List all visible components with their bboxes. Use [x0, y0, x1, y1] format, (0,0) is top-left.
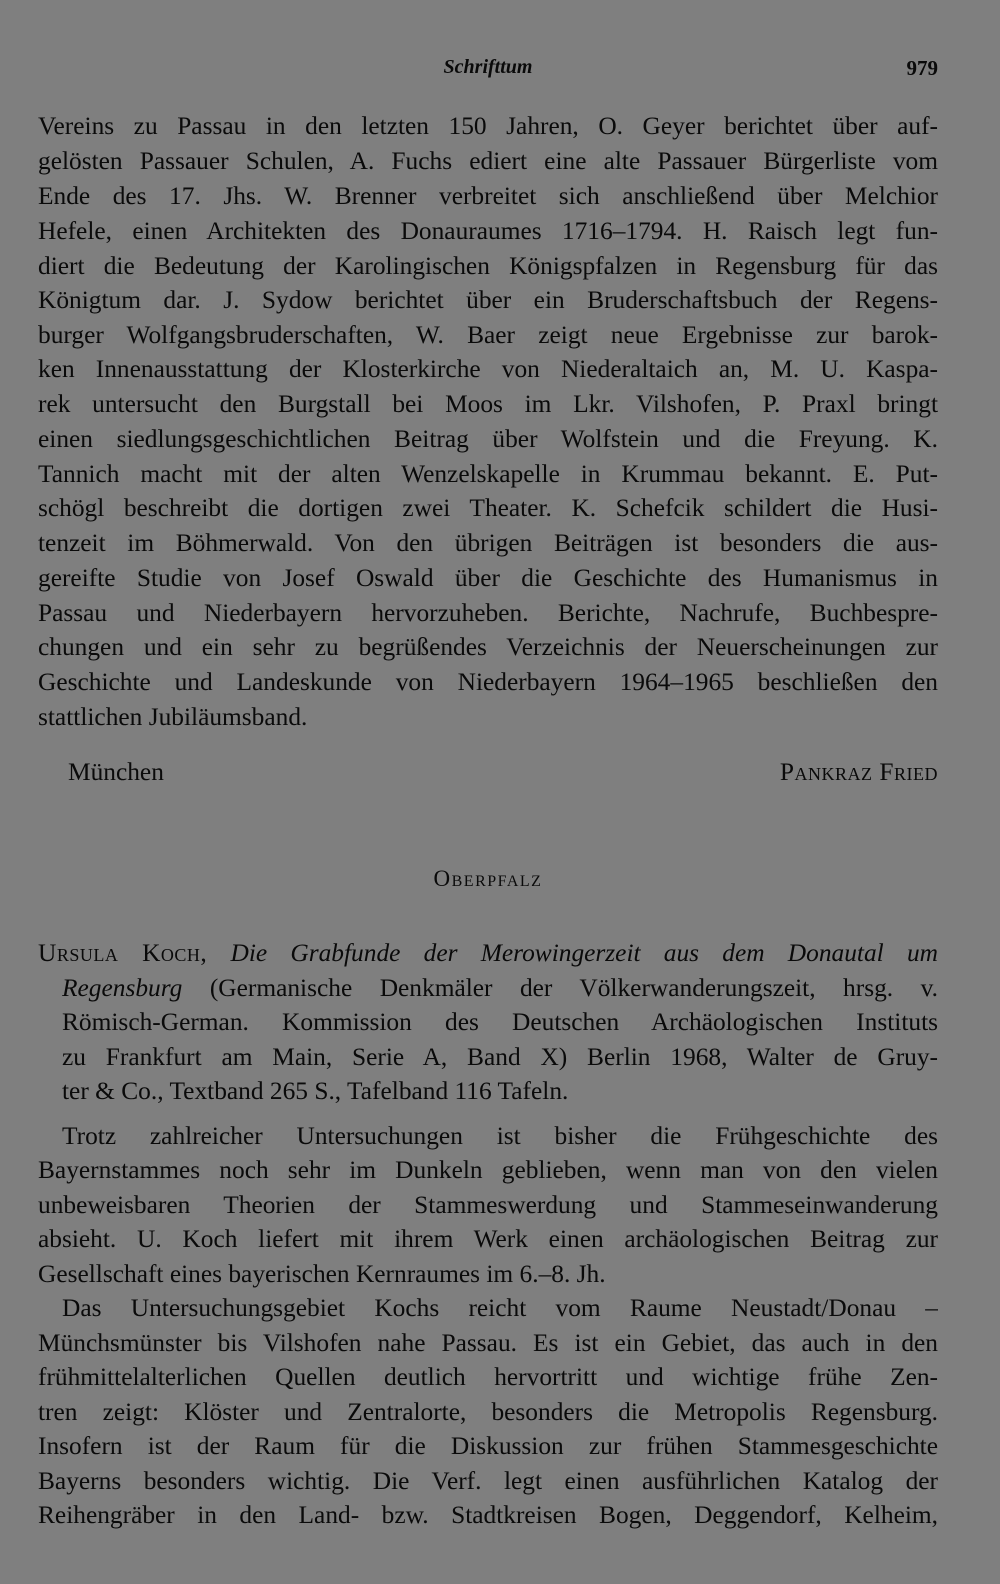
citation-line: zu Frankfurt am Main, Serie A, Band X) Berlin 1968, Walter de Gruy- — [62, 1043, 938, 1071]
text-line: schögl beschreibt die dortigen zwei Theater. K. Schefcik schildert die Husi- — [38, 494, 938, 522]
citation-line — [62, 971, 938, 1005]
section-heading: Oberpfalz — [433, 866, 543, 891]
citation-line: ter & Co., Textband 265 S., Tafelband 116 Tafeln. — [62, 1077, 569, 1105]
text-line: burger Wolfgangsbruderschaften, W. Baer zeigt neue Ergebnisse zur barok- — [38, 321, 938, 349]
text-line: tenzeit im Böhmerwald. Von den übrigen Beiträgen ist besonders die aus- — [38, 529, 938, 557]
text-line: einen siedlungsgeschichtlichen Beitrag über Wolfstein und die Freyung. K. — [38, 425, 938, 453]
citation-title-cont: Regensburg — [62, 974, 183, 1002]
text-line: rek untersucht den Burgstall bei Moos im Lkr. Vilshofen, P. Praxl bringt — [38, 390, 938, 418]
citation-series: (Germanische Denkmäler der Völkerwanderungszeit, hrsg. v. — [182, 974, 938, 1002]
text-line: Geschichte und Landeskunde von Niederbayern 1964–1965 beschließen den — [38, 668, 938, 696]
review-signature — [68, 755, 938, 789]
text-line: absieht. U. Koch liefert mit ihrem Werk einen archäologischen Beitrag zur — [38, 1225, 938, 1253]
citation-line — [38, 936, 938, 970]
text-line: diert die Bedeutung der Karolingischen Königspfalzen in Regensburg für das — [38, 252, 938, 280]
signature-author: Pankraz Fried — [779, 758, 938, 786]
text-line: Tannich macht mit der alten Wenzelskapelle in Krummau bekannt. E. Put- — [38, 460, 938, 488]
text-line: Hefele, einen Architekten des Donauraumes 1716–1794. H. Raisch legt fun- — [38, 217, 938, 245]
citation-line: Römisch-German. Kommission des Deutschen Archäologischen Instituts — [62, 1008, 938, 1036]
text-line: Münchsmünster bis Vilshofen nahe Passau. Es ist ein Gebiet, das auch in den — [38, 1329, 938, 1357]
text-line: Ende des 17. Jhs. W. Brenner verbreitet sich anschließend über Melchior — [38, 182, 938, 210]
text-line: Bayerns besonders wichtig. Die Verf. legt einen ausführlichen Katalog der — [38, 1467, 938, 1495]
text-line: stattlichen Jubiläumsband. — [38, 703, 308, 731]
text-line: unbeweisbaren Theorien der Stammeswerdung und Stammeseinwanderung — [38, 1191, 938, 1219]
text-line: Vereins zu Passau in den letzten 150 Jahren, O. Geyer berichtet über auf- — [38, 112, 938, 140]
text-line: Trotz zahlreicher Untersuchungen ist bisher die Frühgeschichte des — [62, 1122, 938, 1150]
signature-place: München — [68, 758, 164, 786]
page-number: 979 — [906, 56, 938, 80]
text-line: Königtum dar. J. Sydow berichtet über ein Bruderschaftsbuch der Regens- — [38, 286, 938, 314]
text-line: Insofern ist der Raum für die Diskussion zur frühen Stammesgeschichte — [38, 1432, 938, 1460]
citation-author: Ursula Koch, — [38, 939, 208, 967]
text-line: chungen und ein sehr zu begrüßendes Verzeichnis der Neuerscheinungen zur — [38, 633, 938, 661]
text-line: gelösten Passauer Schulen, A. Fuchs ediert eine alte Passauer Bürgerliste vom — [38, 147, 938, 175]
text-line: tren zeigt: Klöster und Zentralorte, besonders die Metropolis Regensburg. — [38, 1398, 938, 1426]
text-line: Bayernstammes noch sehr im Dunkeln geblieben, wenn man von den vielen — [38, 1156, 938, 1184]
text-line: ken Innenausstattung der Klosterkirche von Niederaltaich an, M. U. Kaspa- — [38, 355, 938, 383]
running-title: Schrifttum — [443, 56, 533, 78]
text-line: gereifte Studie von Josef Oswald über die Geschichte des Humanismus in — [38, 564, 938, 592]
text-line: Passau und Niederbayern hervorzuheben. Berichte, Nachrufe, Buchbespre- — [38, 599, 938, 627]
text-line: Gesellschaft eines bayerischen Kernraumes im 6.–8. Jh. — [38, 1260, 606, 1288]
citation-title: Die Grabfunde der Merowingerzeit aus dem Donautal um — [230, 939, 938, 967]
running-head — [38, 56, 938, 86]
text-line: frühmittelalterlichen Quellen deutlich hervortritt und wichtige frühe Zen- — [38, 1363, 938, 1391]
text-line: Reihengräber in den Land- bzw. Stadtkreisen Bogen, Deggendorf, Kelheim, — [38, 1501, 938, 1529]
text-line: Das Untersuchungsgebiet Kochs reicht vom Raume Neustadt/Donau – — [62, 1294, 938, 1322]
